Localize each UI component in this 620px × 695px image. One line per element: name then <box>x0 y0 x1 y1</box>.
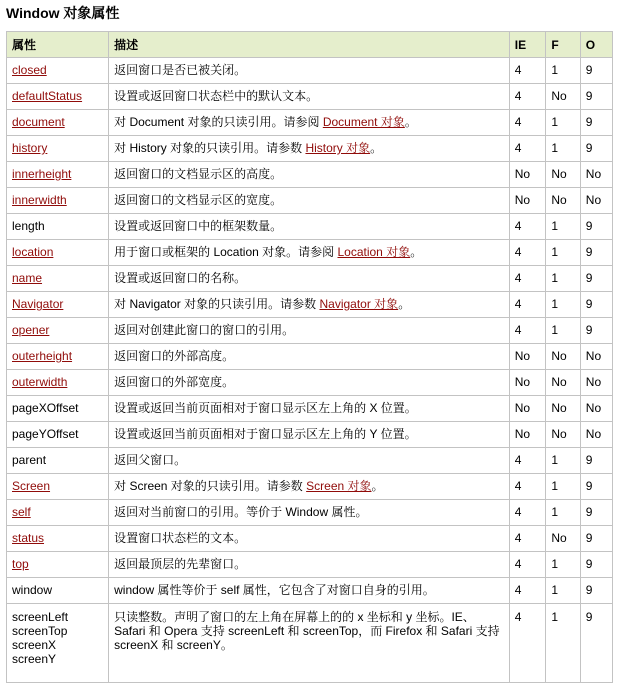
opera-support-cell: 9 <box>580 58 612 84</box>
firefox-support-cell: 1 <box>546 604 580 683</box>
ie-support-cell: 4 <box>509 84 546 110</box>
firefox-support-cell: 1 <box>546 292 580 318</box>
description-cell <box>109 58 510 84</box>
reference-link[interactable]: Location 对象 <box>337 245 411 259</box>
description-cell <box>109 292 510 318</box>
property-link[interactable]: history <box>12 141 48 155</box>
ie-support-cell: 4 <box>509 110 546 136</box>
table-body <box>7 58 613 683</box>
property-name: length <box>12 219 45 233</box>
description-suffix: 。 <box>370 141 383 155</box>
property-link[interactable]: innerwidth <box>12 193 67 207</box>
firefox-support-cell: 1 <box>546 500 580 526</box>
table-row <box>7 474 613 500</box>
property-cell <box>7 500 109 526</box>
property-link[interactable]: top <box>12 557 29 571</box>
ie-support-cell: 4 <box>509 552 546 578</box>
firefox-support-cell: No <box>546 526 580 552</box>
property-link[interactable]: status <box>12 531 45 545</box>
reference-link[interactable]: History 对象 <box>305 141 371 155</box>
property-cell <box>7 448 109 474</box>
description-cell <box>109 500 510 526</box>
description-text: 设置或返回窗口状态栏中的默认文本。 <box>114 89 319 103</box>
property-cell <box>7 344 109 370</box>
opera-support-cell: 9 <box>580 578 612 604</box>
property-link[interactable]: Screen <box>12 479 51 493</box>
description-cell <box>109 344 510 370</box>
firefox-support-cell: 1 <box>546 578 580 604</box>
property-cell <box>7 318 109 344</box>
opera-support-cell: 9 <box>580 240 612 266</box>
property-link[interactable]: self <box>12 505 31 519</box>
property-link[interactable]: outerheight <box>12 349 73 363</box>
opera-support-cell: 9 <box>580 318 612 344</box>
description-cell <box>109 188 510 214</box>
ie-support-cell: 4 <box>509 240 546 266</box>
firefox-support-cell: 1 <box>546 58 580 84</box>
firefox-support-cell: No <box>546 344 580 370</box>
property-link[interactable]: outerwidth <box>12 375 68 389</box>
reference-link[interactable]: Navigator 对象 <box>319 297 399 311</box>
table-row <box>7 318 613 344</box>
reference-link[interactable]: Document 对象 <box>322 115 405 129</box>
property-cell <box>7 396 109 422</box>
opera-support-cell: No <box>580 344 612 370</box>
description-text: 返回窗口是否已被关闭。 <box>114 63 247 77</box>
description-text: 设置或返回当前页面相对于窗口显示区左上角的 X 位置。 <box>114 401 417 415</box>
ie-support-cell: No <box>509 162 546 188</box>
firefox-support-cell: No <box>546 422 580 448</box>
opera-support-cell: 9 <box>580 448 612 474</box>
opera-support-cell: 9 <box>580 500 612 526</box>
opera-support-cell: 9 <box>580 110 612 136</box>
description-cell <box>109 162 510 188</box>
table-row <box>7 188 613 214</box>
description-text: window 属性等价于 self 属性，它包含了对窗口自身的引用。 <box>114 583 435 597</box>
opera-support-cell: 9 <box>580 474 612 500</box>
table-row <box>7 110 613 136</box>
description-cell <box>109 240 510 266</box>
description-text: 对 Screen 对象的只读引用。请参数 <box>114 479 307 493</box>
firefox-support-cell: 1 <box>546 318 580 344</box>
table-row <box>7 266 613 292</box>
property-cell <box>7 214 109 240</box>
table-row <box>7 500 613 526</box>
ie-support-cell: 4 <box>509 474 546 500</box>
description-cell <box>109 136 510 162</box>
table-row <box>7 422 613 448</box>
description-suffix: 。 <box>398 297 411 311</box>
description-text: 对 Navigator 对象的只读引用。请参数 <box>114 297 320 311</box>
table-row <box>7 604 613 683</box>
description-text: 返回窗口的外部高度。 <box>114 349 235 363</box>
firefox-support-cell: No <box>546 188 580 214</box>
table-row <box>7 344 613 370</box>
properties-table <box>6 31 613 683</box>
header-property: 属性 <box>7 32 109 58</box>
opera-support-cell: 9 <box>580 292 612 318</box>
description-cell <box>109 318 510 344</box>
header-ie: IE <box>509 32 546 58</box>
ie-support-cell: 4 <box>509 448 546 474</box>
property-link[interactable]: defaultStatus <box>12 89 83 103</box>
property-cell <box>7 370 109 396</box>
description-cell <box>109 266 510 292</box>
table-row <box>7 552 613 578</box>
table-row <box>7 84 613 110</box>
property-link[interactable]: location <box>12 245 54 259</box>
ie-support-cell: 4 <box>509 604 546 683</box>
opera-support-cell: 9 <box>580 214 612 240</box>
firefox-support-cell: 1 <box>546 110 580 136</box>
ie-support-cell: 4 <box>509 58 546 84</box>
description-cell <box>109 396 510 422</box>
firefox-support-cell: 1 <box>546 448 580 474</box>
table-header-row <box>7 32 613 58</box>
property-cell <box>7 422 109 448</box>
opera-support-cell: No <box>580 188 612 214</box>
table-row <box>7 370 613 396</box>
ie-support-cell: 4 <box>509 266 546 292</box>
table-row <box>7 162 613 188</box>
property-name: parent <box>12 453 47 467</box>
property-link[interactable]: opener <box>12 323 50 337</box>
opera-support-cell: No <box>580 396 612 422</box>
property-cell <box>7 240 109 266</box>
firefox-support-cell: 1 <box>546 214 580 240</box>
description-text: 用于窗口或框架的 Location 对象。请参阅 <box>114 245 338 259</box>
property-cell <box>7 292 109 318</box>
firefox-support-cell: 1 <box>546 240 580 266</box>
property-link[interactable]: name <box>12 271 43 285</box>
description-text: 设置窗口状态栏的文本。 <box>114 531 247 545</box>
property-cell <box>7 162 109 188</box>
reference-link[interactable]: Screen 对象 <box>306 479 372 493</box>
property-name: pageYOffset <box>12 427 79 441</box>
description-cell <box>109 84 510 110</box>
firefox-support-cell: 1 <box>546 266 580 292</box>
description-cell <box>109 552 510 578</box>
firefox-support-cell: No <box>546 396 580 422</box>
table-row <box>7 526 613 552</box>
description-text: 只读整数。声明了窗口的左上角在屏幕上的的 x 坐标和 y 坐标。IE、Safari 和 Opera 支持 screenLeft 和 screenTop，而 Firefox 和 Safari 支持 screenX 和 screenY。 <box>114 610 500 652</box>
opera-support-cell: 9 <box>580 552 612 578</box>
ie-support-cell: No <box>509 188 546 214</box>
property-cell <box>7 474 109 500</box>
ie-support-cell: 4 <box>509 318 546 344</box>
description-text: 返回最顶层的先辈窗口。 <box>114 557 247 571</box>
property-cell <box>7 110 109 136</box>
header-firefox: F <box>546 32 580 58</box>
firefox-support-cell: 1 <box>546 136 580 162</box>
table-row <box>7 578 613 604</box>
description-text: 设置或返回窗口的名称。 <box>114 271 247 285</box>
property-link[interactable]: closed <box>12 63 47 77</box>
table-row <box>7 292 613 318</box>
header-description: 描述 <box>109 32 510 58</box>
property-name: screenLeft screenTop screenX screenY <box>12 610 69 666</box>
description-suffix: 。 <box>371 479 384 493</box>
description-text: 设置或返回当前页面相对于窗口显示区左上角的 Y 位置。 <box>114 427 417 441</box>
table-row <box>7 448 613 474</box>
property-cell <box>7 136 109 162</box>
property-cell <box>7 578 109 604</box>
ie-support-cell: 4 <box>509 500 546 526</box>
page-title: Window 对象属性 <box>6 5 120 21</box>
table-row <box>7 240 613 266</box>
firefox-support-cell: No <box>546 84 580 110</box>
ie-support-cell: 4 <box>509 526 546 552</box>
description-text: 返回窗口的文档显示区的高度。 <box>114 167 283 181</box>
firefox-support-cell: 1 <box>546 552 580 578</box>
description-suffix: 。 <box>404 115 417 129</box>
description-text: 返回对创建此窗口的窗口的引用。 <box>114 323 295 337</box>
firefox-support-cell: No <box>546 370 580 396</box>
ie-support-cell: No <box>509 344 546 370</box>
description-suffix: 。 <box>410 245 423 259</box>
opera-support-cell: 9 <box>580 136 612 162</box>
ie-support-cell: No <box>509 396 546 422</box>
table-row <box>7 58 613 84</box>
property-cell <box>7 552 109 578</box>
property-link[interactable]: Navigator <box>12 297 64 311</box>
description-cell <box>109 474 510 500</box>
table-row <box>7 396 613 422</box>
ie-support-cell: No <box>509 422 546 448</box>
opera-support-cell: No <box>580 370 612 396</box>
ie-support-cell: 4 <box>509 214 546 240</box>
description-cell <box>109 370 510 396</box>
property-cell <box>7 526 109 552</box>
property-cell <box>7 188 109 214</box>
opera-support-cell: 9 <box>580 604 612 683</box>
ie-support-cell: 4 <box>509 578 546 604</box>
property-cell <box>7 58 109 84</box>
opera-support-cell: 9 <box>580 526 612 552</box>
description-text: 对 History 对象的只读引用。请参数 <box>114 141 306 155</box>
property-cell <box>7 84 109 110</box>
property-cell <box>7 604 109 683</box>
ie-support-cell: No <box>509 370 546 396</box>
description-cell <box>109 578 510 604</box>
description-cell <box>109 526 510 552</box>
description-text: 返回窗口的文档显示区的宽度。 <box>114 193 283 207</box>
property-link[interactable]: document <box>12 115 65 129</box>
ie-support-cell: 4 <box>509 292 546 318</box>
header-opera: O <box>580 32 612 58</box>
opera-support-cell: 9 <box>580 266 612 292</box>
property-name: window <box>12 583 53 597</box>
ie-support-cell: 4 <box>509 136 546 162</box>
description-text: 返回对当前窗口的引用。等价于 Window 属性。 <box>114 505 368 519</box>
description-cell <box>109 448 510 474</box>
description-cell <box>109 422 510 448</box>
firefox-support-cell: No <box>546 162 580 188</box>
description-text: 返回窗口的外部宽度。 <box>114 375 235 389</box>
opera-support-cell: No <box>580 422 612 448</box>
description-cell <box>109 110 510 136</box>
description-cell <box>109 214 510 240</box>
description-cell <box>109 604 510 683</box>
property-cell <box>7 266 109 292</box>
property-link[interactable]: innerheight <box>12 167 72 181</box>
description-text: 设置或返回窗口中的框架数量。 <box>114 219 283 233</box>
description-text: 对 Document 对象的只读引用。请参阅 <box>114 115 323 129</box>
property-name: pageXOffset <box>12 401 79 415</box>
opera-support-cell: 9 <box>580 84 612 110</box>
table-row <box>7 214 613 240</box>
description-text: 返回父窗口。 <box>114 453 187 467</box>
table-row <box>7 136 613 162</box>
opera-support-cell: No <box>580 162 612 188</box>
firefox-support-cell: 1 <box>546 474 580 500</box>
